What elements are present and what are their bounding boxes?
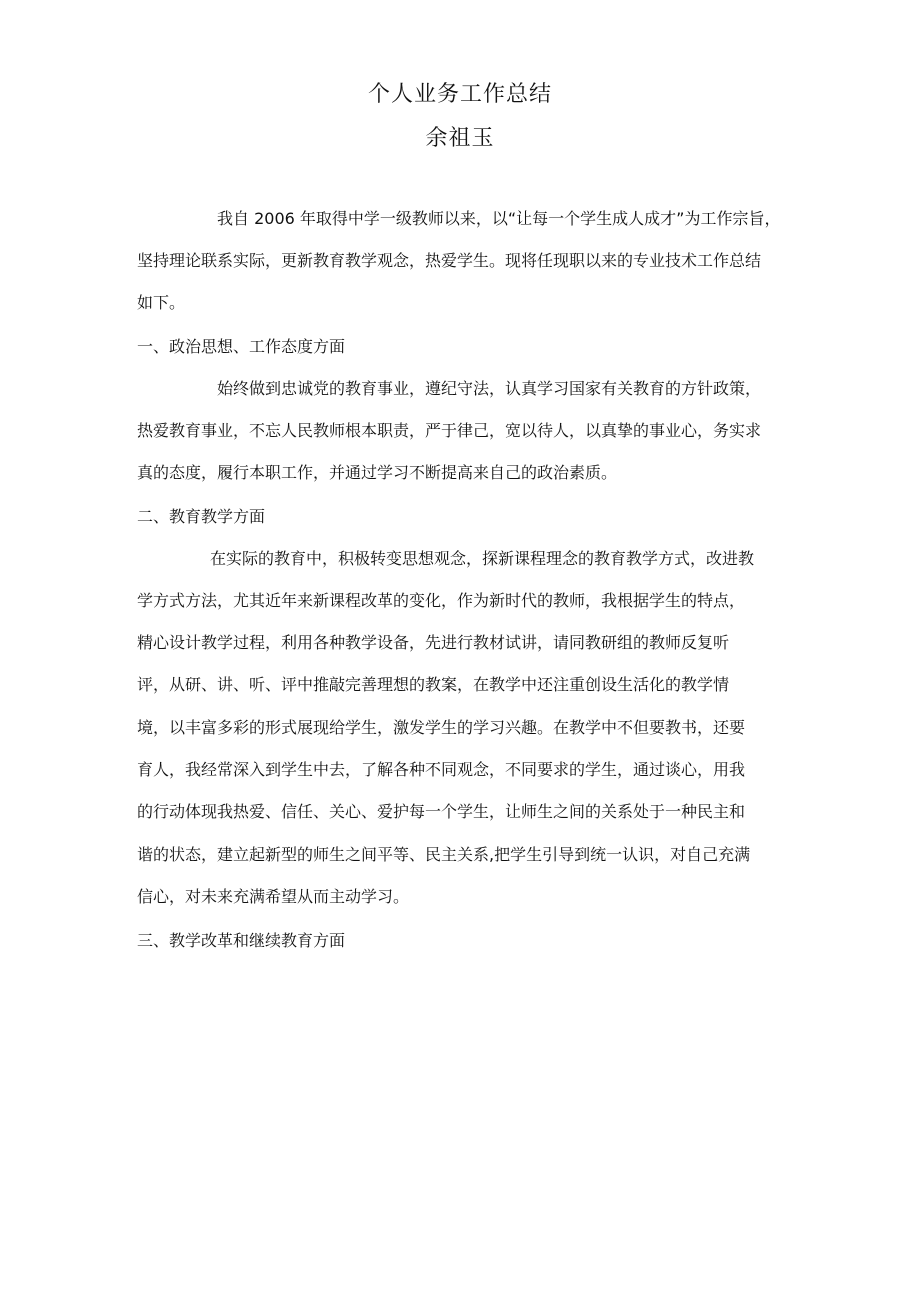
paragraph-line: 始终做到忠诚党的教育事业，遵纪守法，认真学习国家有关教育的方针政策， [217, 379, 762, 398]
paragraph-line: 境，以丰富多彩的形式展现给学生，激发学生的学习兴趣。在教学中不但要教书，还要 [137, 718, 746, 737]
intro-line: 坚持理论联系实际，更新教育教学观念，热爱学生。现将任现职以来的专业技术工作总结 [137, 251, 762, 270]
author-name: 余祖玉 [425, 126, 495, 151]
paragraph-line: 信心，对未来充满希望从而主动学习。 [137, 887, 410, 906]
paragraph-line: 热爱教育事业，不忘人民教师根本职责，严于律己，宽以待人，以真挚的事业心，务实求 [137, 421, 762, 440]
paragraph-line: 精心设计教学过程，利用各种教学设备，先进行教材试讲，请同教研组的教师反复听 [137, 633, 730, 652]
paragraph-line: 的行动体现我热爱、信任、关心、爱护每一个学生，让师生之间的关系处于一种民主和 [137, 802, 746, 821]
section-heading: 三、教学改革和继续教育方面 [137, 931, 346, 950]
paragraph-line: 在实际的教育中，积极转变思想观念，探新课程理念的教育教学方式，改进教 [210, 549, 755, 568]
paragraph-line: 评，从研、讲、听、评中推敲完善理想的教案，在教学中还注重创设生活化的教学情 [137, 675, 730, 694]
paragraph-line: 谐的状态，建立起新型的师生之间平等、民主关系,把学生引导到统一认识，对自己充满 [137, 845, 751, 864]
section-heading: 二、教育教学方面 [137, 507, 266, 526]
paragraph-line: 真的态度，履行本职工作，并通过学习不断提高来自己的政治素质。 [137, 463, 618, 482]
intro-line: 如下。 [137, 293, 186, 312]
paragraph-line: 育人，我经常深入到学生中去，了解各种不同观念，不同要求的学生，通过谈心，用我 [137, 760, 746, 779]
paragraph-line: 学方式方法，尤其近年来新课程改革的变化，作为新时代的教师，我根据学生的特点， [137, 591, 746, 610]
section-heading: 一、政治思想、工作态度方面 [137, 337, 346, 356]
document-title: 个人业务工作总结 [367, 82, 552, 107]
intro-line: 我自 2006 年取得中学一级教师以来，以“让每一个学生成人成才”为工作宗旨， [217, 209, 781, 228]
